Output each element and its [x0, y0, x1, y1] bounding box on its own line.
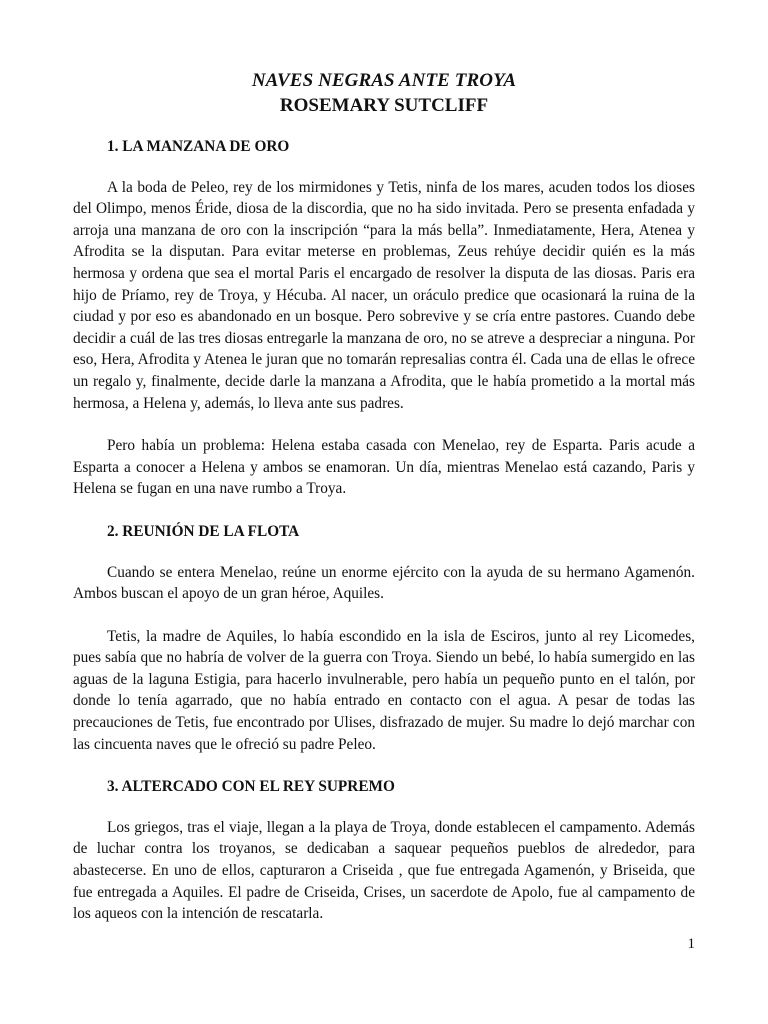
- paragraph: A la boda de Peleo, rey de los mirmidones y Tetis, ninfa de los mares, acuden todos los dioses del Olimpo, menos Éride, diosa de la discordia, que no ha sido invitada. Pero se presenta enfadada y arroja una manzana de oro con la inscripción “para la más bella”. Inmediatamente, Hera, Atenea y Afrodita se la disputan. Para evitar meterse en problemas, Zeus rehúye decidir quién es la más hermosa y ordena que sea el mortal Paris el encargado de resolver la disputa de las diosas. Paris era hijo de Príamo, rey de Troya, y Hécuba. Al nacer, un oráculo predice que ocasionará la ruina de la ciudad y por eso es abandonado en un bosque. Pero sobrevive y se cría entre pastores. Cuando debe decidir a cuál de las tres diosas entregarle la manzana de oro, no se atreve a despreciar a ninguna. Por eso, Hera, Afrodita y Atenea le juran que no tomarán represalias contra él. Cada una de ellas le ofrece un regalo y, finalmente, decide darle la manzana a Afrodita, que le había prometido a la mortal más hermosa, a Helena y, además, lo lleva ante sus padres.: [73, 178, 695, 412]
- document-body: [73, 136, 695, 946]
- paragraph: Cuando se entera Menelao, reúne un enorme ejército con la ayuda de su hermano Agamenón. Ambos buscan el apoyo de un gran héroe, Aquiles.: [73, 563, 695, 603]
- paragraph: Pero había un problema: Helena estaba casada con Menelao, rey de Esparta. Paris acude a Esparta a conocer a Helena y ambos se enamoran. Un día, mientras Menelao está cazando, Paris y Helena se fugan en una nave rumbo a Troya.: [73, 437, 695, 498]
- document-title: NAVES NEGRAS ANTE TROYA: [251, 70, 517, 91]
- section-heading-3: 3. ALTERCADO CON EL REY SUPREMO: [107, 778, 395, 796]
- paragraph: Tetis, la madre de Aquiles, lo había escondido en la isla de Esciros, junto al rey Licomedes, pues sabía que no habría de volver de la guerra con Troya. Siendo un bebé, lo había sumergido en las aguas de la laguna Estigia, para hacerlo invulnerable, pero había un pequeño punto en el talón, por donde lo tenía agarrado, que no había entrado en contacto con el agua. A pesar de todas las precauciones de Tetis, fue encontrado por Ulises, disfrazado de mujer. Su madre lo dejó marchar con las cincuenta naves que le ofreció su padre Peleo.: [73, 627, 695, 753]
- section-heading-2: 2. REUNIÓN DE LA FLOTA: [107, 522, 300, 540]
- document-author: ROSEMARY SUTCLIFF: [279, 95, 489, 116]
- page-number: 1: [687, 936, 695, 952]
- section-heading-1: 1. LA MANZANA DE ORO: [107, 138, 290, 155]
- paragraph: Los griegos, tras el viaje, llegan a la playa de Troya, donde establecen el campamento. Además de luchar contra los troyanos, se dedicaban a saquear pequeños pueblos de alrededor, para abastecerse. En uno de ellos, capturaron a Criseida , que fue entregada Agamenón, y Briseida, que fue entregada a Aquiles. El padre de Criseida, Crises, un sacerdote de Apolo, fue al campamento de los aqueos con la intención de rescatarla.: [73, 818, 695, 923]
